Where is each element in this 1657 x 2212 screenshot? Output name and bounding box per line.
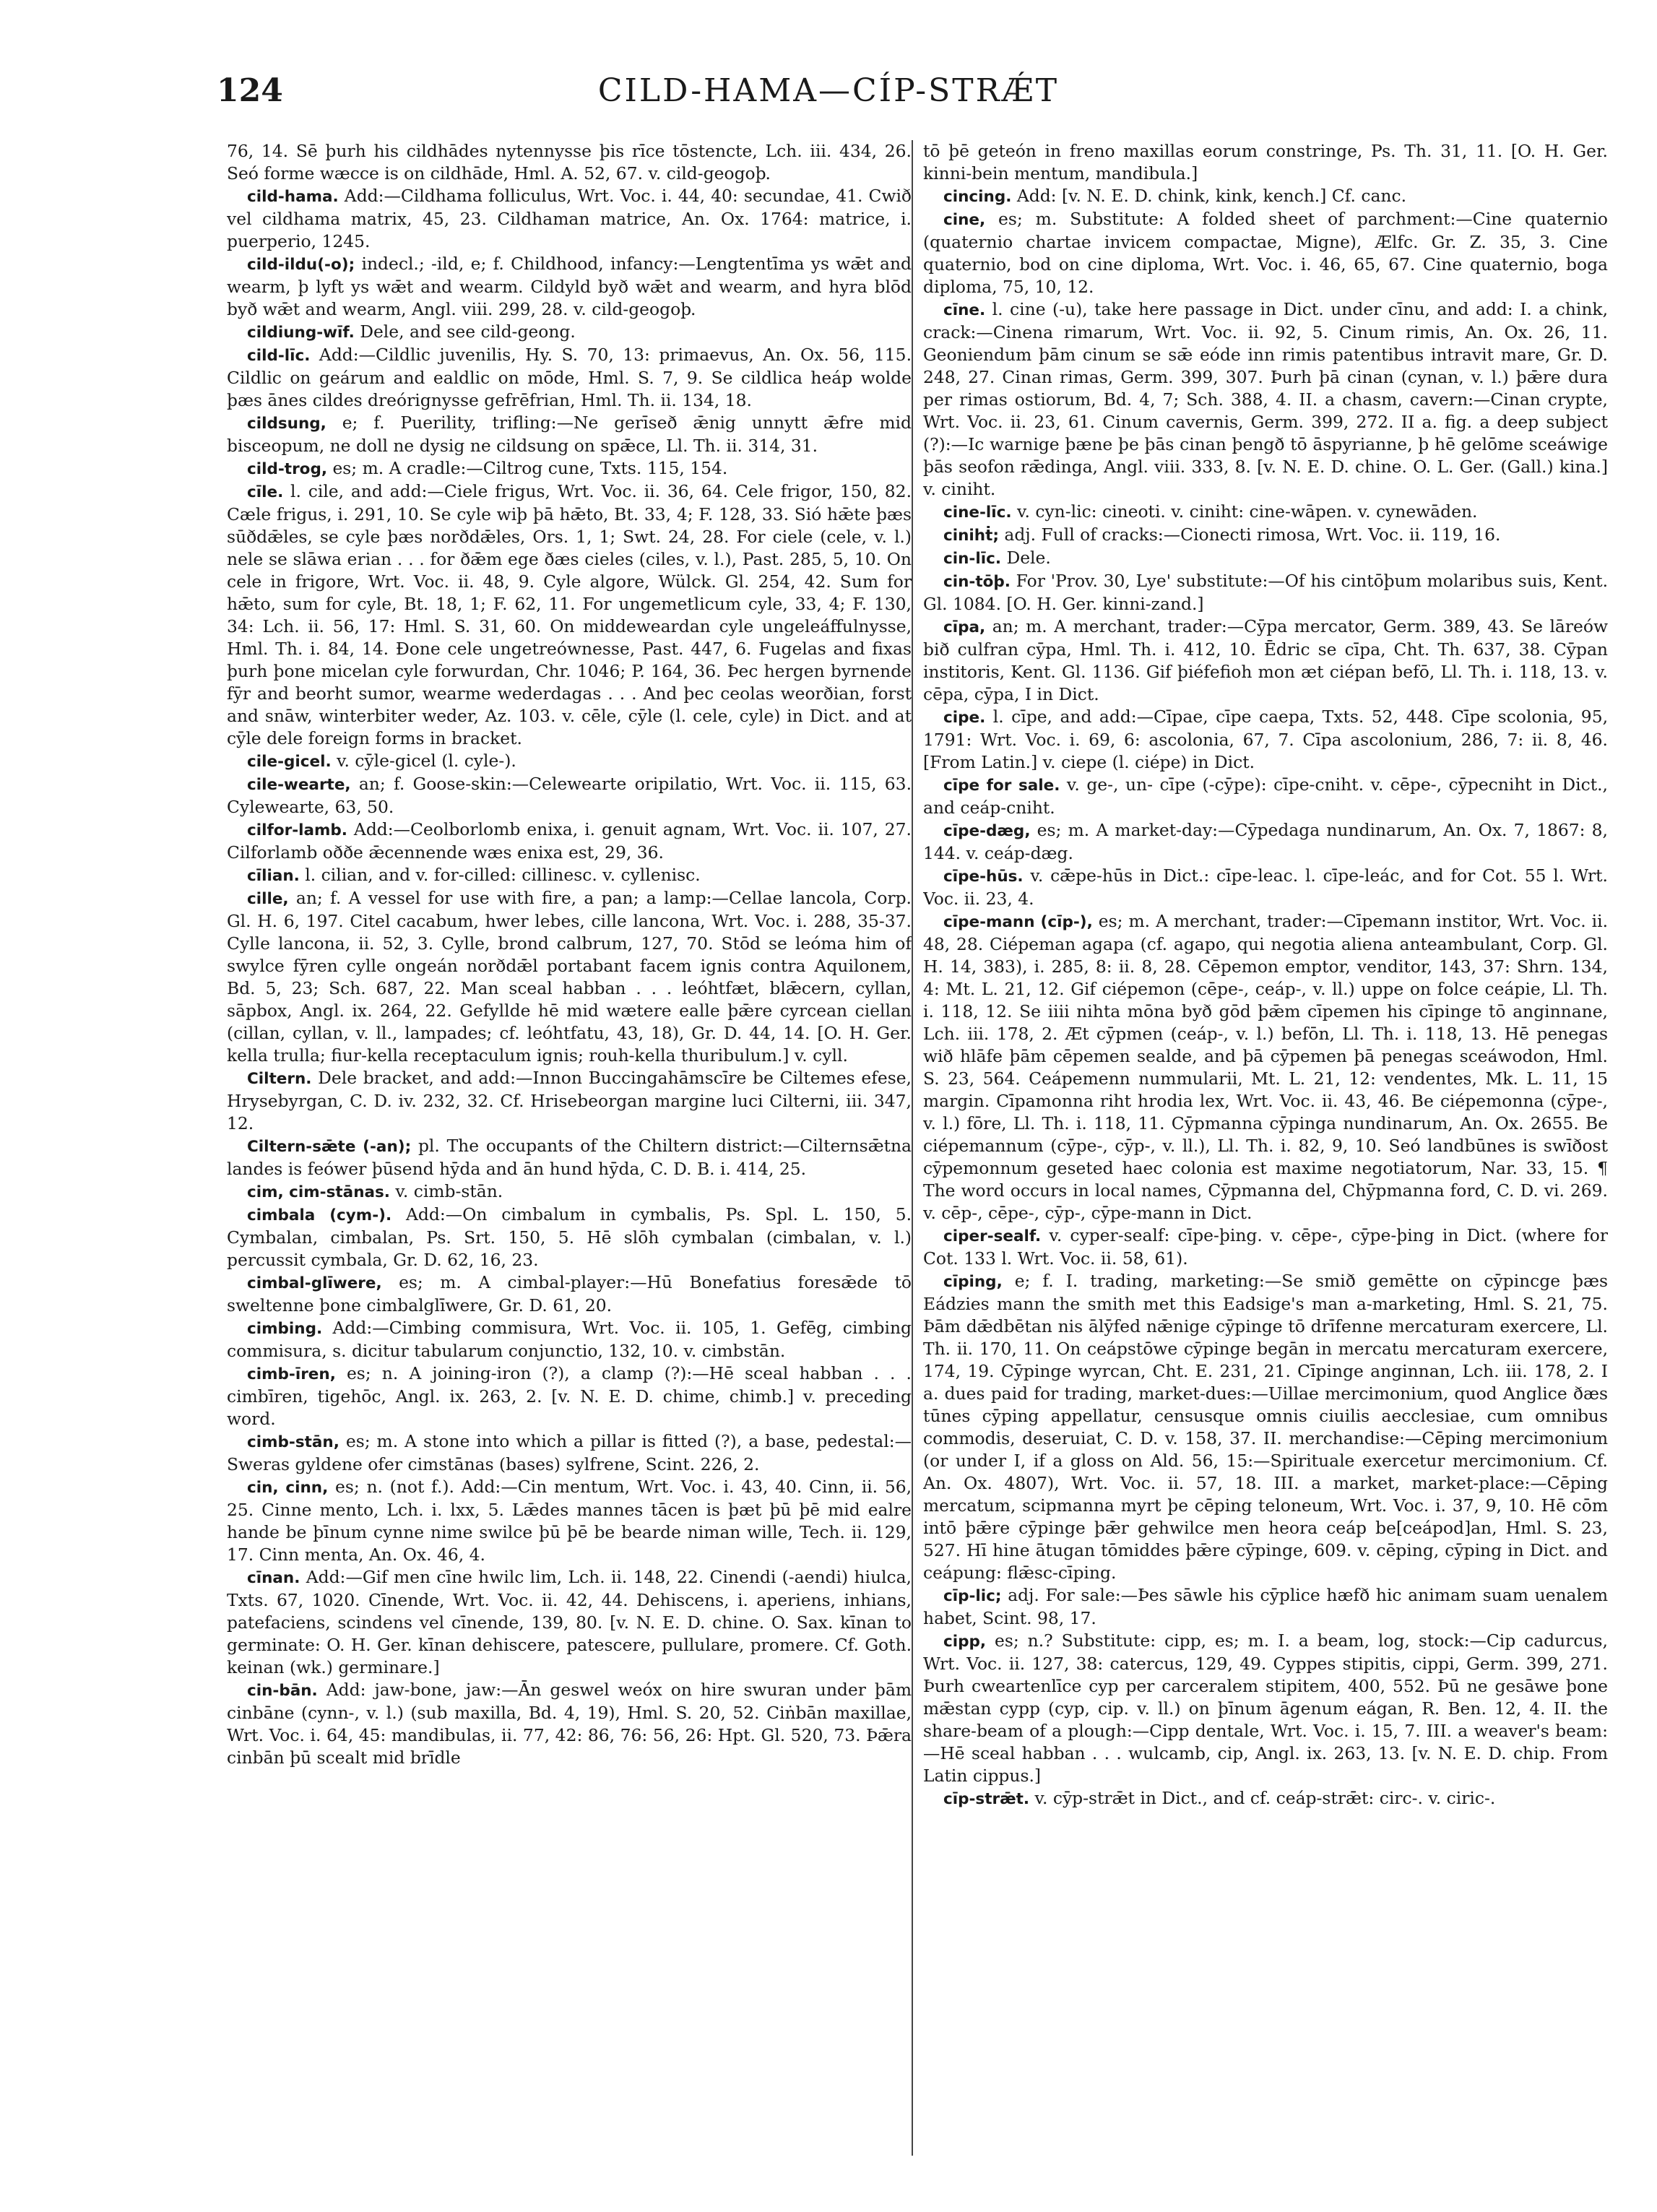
entry-text: es; m. Substitute: A folded sheet of parchment:—Cine quaternio (quaternio chartae invicem compactae, Migne), Ælfc. Gr. Z. 35, 3. Cine quaternio, bod on cine diploma, Wrt. Voc. i. 46, 65, 67. Cine quaternio, boga diploma, 75, 10, 12. — [923, 209, 1608, 297]
entry-text: es; n. (not f.). Add:—Cin mentum, Wrt. Voc. i. 43, 40. Cinn, ii. 56, 25. Cinne mento, Lch. i. lxx, 5. Lǣdes mannes tācen is þæt þū þē mid ealre hande be þīnum cynne nime swilce þū þē be bearde niman wille, Tech. ii. 129, 17. Cinn menta, An. Ox. 46, 4. — [227, 1477, 912, 1565]
dictionary-entry — [227, 1317, 912, 1362]
entry-text: Add: jaw-bone, jaw:—Ān geswel weóx on hire swuran under þām cinbāne (cynn-, v. l.) (sub maxilla, Bd. 4, 19), Hml. S. 20, 52. Ciṅbān maxillae, Wrt. Voc. i. 64, 45: mandibulas, ii. 77, 42: 86, 76: 56, 26: Hpt. Gl. 520, 73. Þǣra cinbān þū scealt mid brīdle — [227, 1680, 912, 1768]
dictionary-entry — [227, 1362, 912, 1430]
entry-headword: Ciltern. — [247, 1070, 312, 1088]
entry-headword: cimbala (cym-). — [247, 1206, 392, 1224]
entry-headword: cin-tōþ. — [943, 573, 1011, 591]
entry-text: v. cimb-stān. — [395, 1181, 503, 1201]
entry-text: an; m. A merchant, trader:—Cȳpa mercator, Germ. 389, 43. Se lāreów bið culfran cȳpa, Hml. Th. i. 412, 10. Ēdric se cīpa, Cht. Th. 637, 38. Cȳpan institoris, Kent. Gl. 1136. Gif þiéfefioh mon æt ciépan befō, Ll. Th. i. 118, 13. v. cēpa, cȳpa, I in Dict. — [923, 616, 1608, 704]
column-divider — [912, 140, 913, 2156]
entry-headword: cīpe for sale. — [943, 777, 1060, 795]
entry-text: an; f. A vessel for use with fire, a pan; a lamp:—Cellae lancola, Corp. Gl. H. 6, 197. Citel cacabum, hwer lebes, cille lancona, Wrt. Voc. i. 288, 35-37. Cylle lancona, ii. 52, 3. Cylle, brond calbrum, 127, 70. Stōd se leóma him of swylce fȳren cylle ongeán norðdǣl portabant facem ignis contra Aquilonem, Bd. 5, 23; Sch. 687, 22. Man sceal habban . . . leóhtfæt, blǣcern, cyllan, sāpbox, Angl. ix. 264, 22. Gefyllde hē mid wætere ealle þǣre cyrcean ciellan (cillan, cyllan, v. ll., lampades; cf. leóhtfatu, 43, 18), Gr. D. 44, 14. [O. H. Ger. kella trulla; fiur-kella receptaculum ignis; rouh-kella thuribulum.] v. cyll. — [227, 888, 912, 1066]
dictionary-entry — [923, 208, 1608, 298]
entry-text: v. cǣpe-hūs in Dict.: cīpe-leac. l. cīpe-leác, and for Cot. 55 l. Wrt. Voc. ii. 23, 4. — [923, 865, 1608, 909]
running-head: CILD-HAMA—CÍP-STRǼT — [597, 72, 1060, 109]
entry-text: es; m. A cimbal-player:—Hū Bonefatius foresǣde tō sweltenne þone cimbalglīwere, Gr. D. 61, 20. — [227, 1272, 912, 1315]
entry-headword: cipp, — [943, 1633, 987, 1651]
dictionary-entry — [923, 1584, 1608, 1630]
entry-headword: cimb-stān, — [247, 1433, 339, 1451]
entry-text: es; m. A cradle:—Ciltrog cune, Txts. 115, 154. — [332, 458, 728, 478]
entry-text: pl. The occupants of the Chiltern district:—Cilternsǣtna landes is feówer þūsend hȳda and ān hund hȳda, C. D. B. i. 414, 25. — [227, 1136, 912, 1179]
dictionary-entry — [227, 1566, 912, 1679]
entry-text: l. cilian, and v. for-cilled: cillinesc. v. cyllenisc. — [305, 865, 701, 885]
dictionary-entry — [227, 773, 912, 818]
entry-headword: cimbing. — [247, 1320, 323, 1338]
dictionary-entry — [227, 457, 912, 480]
entry-headword: cīne. — [943, 301, 986, 319]
entry-text: Add:—Cimbing commisura, Wrt. Voc. ii. 105, 1. Gefēg, cimbing commisura, s. dicitur tabularum conjunctio, 132, 10. v. cimbstān. — [227, 1318, 912, 1361]
dictionary-entry — [923, 706, 1608, 774]
dictionary-entry — [227, 1067, 912, 1135]
entry-headword: cīpe-hūs. — [943, 868, 1024, 886]
dictionary-entry — [227, 1204, 912, 1271]
entry-text: l. cile, and add:—Ciele frigus, Wrt. Voc. ii. 36, 64. Cele frigor, 150, 82. Cæle frigus, i. 291, 10. Se cyle wiþ þā hǣto, Bt. 33, 4; F. 128, 33. Sió hǣte þæs sūðdǣles, se cyle þæs norðdǣles, Ors. 1, 1; Swt. 24, 28. For ciele (cele, v. l.) nele se slāwa erian . . . for ðǣm ege ðæs cieles (ciles, v. l.), Past. 285, 5, 10. On cele in frigore, Wrt. Voc. ii. 48, 9. Cyle algore, Wülck. Gl. 254, 42. Sum for hǣto, sum for cyle, Bt. 18, 1; F. 62, 11. For ungemetlicum cyle, 33, 4; F. 130, 34: Lch. ii. 56, 17: Hml. S. 31, 60. On middeweardan cyle ungeleáffulnysse, Hml. Th. i. 84, 14. Ðone cele ungetreównesse, Past. 447, 6. Fugelas and fixas þurh þone micelan cyle forwurdan, Chr. 1046; P. 164, 36. Þec hergen byrnende fȳr and beorht sumor, wearme wederdagas . . . And þec ceolas weorðian, forst and snāw, winterbiter weder, Az. 103. v. cēle, cȳle (l. cele, cyle) in Dict. and at cȳle dele foreign forms in bracket. — [227, 481, 912, 748]
dictionary-entry — [923, 1270, 1608, 1584]
entry-text: v. cyn-lic: cineoti. v. ciniht: cine-wāpen. v. cynewāden. — [1017, 501, 1478, 522]
entry-text: adj. For sale:—Þes sāwle his cȳplice hæfð hic animam suam uenalem habet, Scint. 98, 17. — [923, 1585, 1608, 1628]
dictionary-entry — [923, 140, 1608, 185]
entry-headword: cīp-strǣt. — [943, 1790, 1030, 1808]
entry-text: Dele bracket, and add:—Innon Buccingahāmscīre be Ciltemes efese, Hrysebyrgan, C. D. iv. 232, 32. Cf. Hrisebeorgan margine luci Cilterni, iii. 347, 12. — [227, 1068, 912, 1133]
entry-headword: cīlian. — [247, 867, 300, 885]
entry-text: Dele, and see cild-geong. — [360, 321, 576, 342]
dictionary-entry — [923, 1787, 1608, 1810]
entry-headword: Ciltern-sǣte (-an); — [247, 1138, 412, 1156]
dictionary-entry — [227, 1476, 912, 1566]
dictionary-entry — [227, 1135, 912, 1180]
entry-headword: cine-līc. — [943, 504, 1012, 522]
dictionary-entry — [227, 344, 912, 412]
dictionary-entry — [923, 865, 1608, 910]
entry-headword: cille, — [247, 890, 289, 908]
entry-text: Add:—Ceolborlomb enixa, i. genuit agnam, Wrt. Voc. ii. 107, 27. Cilforlamb oððe ǣcennende wæs enixa est, 29, 36. — [227, 819, 912, 863]
dictionary-entry — [227, 864, 912, 887]
entry-headword: cile-wearte, — [247, 776, 351, 794]
left-column — [227, 140, 912, 2163]
entry-headword: cildiung-wīf. — [247, 324, 355, 342]
entry-text: es; m. A market-day:—Cȳpedaga nundinarum, An. Ox. 7, 1867: 8, 144. v. ceáp-dæg. — [923, 820, 1608, 863]
dictionary-entry — [227, 253, 912, 321]
dictionary-entry — [227, 412, 912, 457]
entry-headword: cīpa, — [943, 618, 986, 636]
entry-text: adj. Full of cracks:—Cionecti rimosa, Wrt. Voc. ii. 119, 16. — [1004, 524, 1501, 545]
entry-text: l. cine (-u), take here passage in Dict. under cīnu, and add: I. a chink, crack:—Cinena rimarum, Wrt. Voc. ii. 92, 5. Cinum rimis, An. Ox. 26, 11. Geoniendum þām cinum se sǣ eóde inn rimis patentibus intravit mare, Gr. D. 248, 27. Cinan rimas, Germ. 399, 307. Þurh þā cinan (cynan, v. l.) þǣre dura per rimas ostiorum, Bd. 4, 7; Sch. 388, 4. II. a chasm, cavern:—Cinan crypte, Wrt. Voc. ii. 23, 61. Cinum cavernis, Germ. 399, 272. II a. fig. a deep subject (?):—Ic warnige þæne þe þās cinan þengð tō āspyrianne, þ hē gelōme sceáwige þās seofon rǣdinga, Angl. viii. 333, 8. [v. N. E. D. chine. O. L. Ger. (Gall.) kina.] v. ciniht. — [923, 299, 1608, 499]
dictionary-entry — [923, 910, 1608, 1224]
entry-headword: cimbal-glīwere, — [247, 1274, 382, 1292]
entry-text: es; n.? Substitute: cipp, es; m. I. a beam, log, stock:—Cip cadurcus, Wrt. Voc. ii. 127, 38: catercus, 129, 49. Cyppes stipitis, cippi, Germ. 399, 271. Þurh cweartenlīce cyp per carceralem stipitem, 400, 552. Þū ne gesāwe þone mǣstan cypp (cyp, cip. v. ll.) on þīnum āgenum eágan, R. Ben. 12, 4. II. the share-beam of a plough:—Cipp dentale, Wrt. Voc. i. 15, 7. III. a weaver's beam:—Hē sceal habban . . . wulcamb, cip, Angl. ix. 263, 13. [v. N. E. D. chip. From Latin cippus.] — [923, 1630, 1608, 1786]
entry-text: v. cyper-sealf: cīpe-þing. v. cēpe-, cȳpe-þing in Dict. (where for Cot. 133 l. Wrt. Voc. ii. 58, 61). — [923, 1225, 1608, 1269]
dictionary-entry — [227, 185, 912, 253]
dictionary-entry — [923, 570, 1608, 615]
dictionary-entry — [227, 1180, 912, 1204]
dictionary-entry — [923, 1224, 1608, 1270]
entry-text: es; m. A stone into which a pillar is fitted (?), a base, pedestal:—Sweras gyldene ofer cimstānas (bases) sylfrene, Scint. 226, 2. — [227, 1431, 912, 1474]
dictionary-entry — [227, 750, 912, 773]
entry-headword: cin-līc. — [943, 550, 1001, 568]
dictionary-entry — [227, 1271, 912, 1317]
entry-headword: cim, cim-stānas. — [247, 1183, 390, 1201]
dictionary-entry — [923, 1630, 1608, 1787]
dictionary-entry — [923, 185, 1608, 208]
entry-text: v. cȳle-gicel (l. cyle-). — [337, 751, 516, 771]
entry-headword: cīle. — [247, 483, 284, 501]
entry-headword: cild-ildu(-o); — [247, 256, 355, 274]
entry-text: es; m. A merchant, trader:—Cīpemann institor, Wrt. Voc. ii. 48, 28. Ciépeman agapa (cf. agapo, qui negotia aliena anteambulant, Corp. Gl. H. 14, 383), i. 285, 8: ii. 8, 28. Cēpemon emptor, venditor, 143, 37: Shrn. 134, 4: Mt. L. 21, 12. Gif ciépemon (cēpe-, ceáp-, v. ll.) uppe on folce ceápie, Ll. Th. i. 118, 12. Se iiii nihta mōna byð gōd þǣm cīpemen his cīpinge tō anginnane, Lch. iii. 178, 2. Æt cȳpmen (ceáp-, v. l.) befōn, Ll. Th. i. 118, 13. Hē penegas wið hlāfe þām cēpemen sealde, and þā cȳpemen þā penegas sceáwodon, Hml. S. 23, 564. Ceápemenn nummularii, Mt. L. 21, 12: vendentes, Mk. L. 11, 15 margin. Cīpamonna riht hrodia lex, Wrt. Voc. ii. 43, 46. Be ciépemonna (cȳpe-, v. l.) fōre, Ll. Th. i. 118, 11. Cȳpmanna cȳpinga nundinarum, An. Ox. 2655. Be ciépemannum (cȳpe-, cȳp-, v. ll.), Ll. Th. i. 82, 9, 10. Seó landbūnes is swīðost cȳpemonnum geseted haec colonia est maxime negotiatorum, Nar. 33, 15. ¶ The word occurs in local names, Cȳpmanna del, Chȳpmanna ford, C. D. vi. 269. v. cēp-, cēpe-, cȳp-, cȳpe-mann in Dict. — [923, 911, 1608, 1223]
entry-text: l. cīpe, and add:—Cīpae, cīpe caepa, Txts. 52, 448. Cīpe scolonia, 95, 1791: Wrt. Voc. i. 69, 6: ascolonia, 67, 7. Cīpa ascolonium, 286, 7: ii. 8, 46. [From Latin.] v. ciepe (l. ciépe) in Dict. — [923, 707, 1608, 772]
entry-text: es; n. A joining-iron (?), a clamp (?):—Hē sceal habban . . . cimbīren, tigehōc, Angl. ix. 263, 2. [v. N. E. D. chime, chimb.] v. preceding word. — [227, 1363, 912, 1429]
entry-headword: cīpe-mann (cīp-), — [943, 913, 1093, 931]
entry-headword: cipe. — [943, 709, 986, 727]
dictionary-entry — [923, 524, 1608, 547]
entry-headword: ciper-sealf. — [943, 1227, 1042, 1245]
page-number: 124 — [217, 72, 283, 109]
entry-text: tō þē geteón in freno maxillas eorum constringe, Ps. Th. 31, 11. [O. H. Ger. kinni-bein mentum, mandibula.] — [923, 141, 1608, 183]
dictionary-entry — [227, 1679, 912, 1769]
entry-text: an; f. Goose-skin:—Celewearte oripilatio, Wrt. Voc. ii. 115, 63. Cylewearte, 63, 50. — [227, 774, 912, 817]
entry-headword: cīp-lic; — [943, 1587, 1002, 1605]
entry-text: Add:—Cildlic juvenilis, Hy. S. 70, 13: primaevus, An. Ox. 56, 115. Cildlic on geárum and ealdlic on mōde, Hml. S. 7, 9. Se cildlica heáp wolde þæs ānes cildes dreórignysse gefrēfrian, Hml. Th. ii. 134, 18. — [227, 345, 912, 410]
entry-text: indecl.; -ild, e; f. Childhood, infancy:—Lengtentīma ys wǣt and wearm, þ lyft ys wǣt and wearm. Cildyld byð wǣt and wearm, and hyra blōd byð wǣt and wearm, Angl. viii. 299, 28. v. cild-geogoþ. — [227, 254, 912, 319]
entry-headword: cimb-īren, — [247, 1365, 336, 1383]
dictionary-entry — [923, 774, 1608, 819]
entry-headword: cild-hama. — [247, 188, 339, 206]
entry-text: v. ge-, un- cīpe (-cȳpe): cīpe-cniht. v. cēpe-, cȳpecniht in Dict., and ceáp-cniht. — [923, 774, 1608, 818]
dictionary-entry — [923, 547, 1608, 570]
dictionary-entry — [227, 480, 912, 750]
right-column — [923, 140, 1608, 2163]
entry-headword: cin, cinn, — [247, 1479, 329, 1497]
entry-text: 76, 14. Sē þurh his cildhādes nytennysse þis rīce tōstencte, Lch. iii. 434, 26. Seó forme wæcce is on cildhāde, Hml. A. 52, 67. v. cild-geogoþ. — [227, 141, 912, 183]
dictionary-entry — [923, 615, 1608, 706]
entry-headword: cine, — [943, 211, 986, 229]
dictionary-entry — [227, 1430, 912, 1476]
entry-headword: cild-līc. — [247, 347, 311, 365]
entry-headword: cīnan. — [247, 1569, 300, 1587]
entry-text: Add:—Cildhama folliculus, Wrt. Voc. i. 44, 40: secundae, 41. Cwið vel cildhama matrix, 45, 23. Cildhaman matrice, An. Ox. 1764: matrice, i. puerperio, 1245. — [227, 186, 912, 251]
dictionary-entry — [227, 321, 912, 344]
entry-headword: cinihṫ; — [943, 527, 999, 545]
entry-headword: cild-trog, — [247, 460, 328, 478]
entry-headword: cīping, — [943, 1273, 1003, 1291]
entry-headword: cīpe-dæg, — [943, 822, 1031, 840]
dictionary-entry — [923, 501, 1608, 524]
entry-text: e; f. Puerility, trifling:—Ne gerīseð ǣnig unnytt ǣfre mid bisceopum, ne doll ne dysig ne cildsung on spǣce, Ll. Th. ii. 314, 31. — [227, 412, 912, 456]
dictionary-entry — [227, 887, 912, 1067]
entry-text: Add: [v. N. E. D. chink, kink, kench.] Cf. canc. — [1016, 186, 1407, 206]
entry-text: For 'Prov. 30, Lye' substitute:—Of his cintōþum molaribus suis, Kent. Gl. 1084. [O. H. Ger. kinni-zand.] — [923, 571, 1608, 614]
entry-headword: cin-bān. — [247, 1682, 318, 1700]
entry-headword: cile-gicel. — [247, 753, 332, 771]
entry-text: Add:—Gif men cīne hwilc lim, Lch. ii. 148, 22. Cinendi (-aendi) hiulca, Txts. 67, 1020. Cīnende, Wrt. Voc. ii. 42, 44. Dehiscens, i. aperiens, inhians, patefaciens, scindens vel cīnende, 139, 80. [v. N. E. D. chine. O. Sax. kīnan to germinate: O. H. Ger. kīnan dehiscere, patescere, pullulare, promere. Cf. Goth. keinan (wk.) germinare.] — [227, 1567, 912, 1677]
dictionary-entry — [227, 140, 912, 185]
dictionary-entry — [227, 818, 912, 864]
entry-text: e; f. I. trading, marketing:—Se smið gemētte on cȳpincge þæs Eádzies mann the smith met this Eadsige's man a-marketing, Hml. S. 21, 75. Þām dǣdbētan nis ālȳfed nǣnige cȳpinge tō drīfenne mercaturam exercere, Ll. Th. ii. 170, 11. On ceápstōwe cȳpinge begān in mercatu mercaturam exercere, 174, 19. Cȳpinge wyrcan, Cht. E. 231, 21. Cīpinge anginnan, Lch. iii. 178, 2. I a. dues paid for trading, market-dues:—Uillae mercimonium, quod Anglice ðæs tūnes cȳping appellatur, censusque omnis ciuilis aecclesiae, cum omnibus commodis, deseruiat, C. D. v. 158, 37. II. merchandise:—Cēping mercimonium (or under I, if a gloss on Ald. 56, 15:—Spirituale exercetur mercimonium. Cf. An. Ox. 4807), Wrt. Voc. ii. 57, 18. III. a market, market-place:—Cēping mercatum, scipmanna myrt þe cēping teloneum, Wrt. Voc. i. 37, 9, 10. Hē cōm intō þǣre cȳpinge þǣr gehwilce men heora ceáp be[ceápod]an, Hml. S. 23, 527. Hī hine ātugan tōmiddes þǣre cȳpinge, 609. v. cēping, cȳping in Dict. and ceápung: flǣsc-cīping. — [923, 1271, 1608, 1583]
entry-text: Dele. — [1006, 548, 1051, 568]
dictionary-entry — [923, 298, 1608, 501]
entry-headword: cincing. — [943, 188, 1012, 206]
entry-headword: cildsung, — [247, 415, 326, 433]
entry-text: v. cȳp-strǣt in Dict., and cf. ceáp-strǣt: circ-. v. ciric-. — [1034, 1788, 1496, 1808]
entry-headword: cilfor-lamb. — [247, 821, 347, 839]
dictionary-entry — [923, 819, 1608, 865]
entry-text: Add:—On cimbalum in cymbalis, Ps. Spl. L. 150, 5. Cymbalan, cimbalan, Ps. Srt. 150, 5. Hē slōh cymbalan (cimbalan, v. l.) percussit cymbala, Gr. D. 62, 16, 23. — [227, 1204, 912, 1270]
